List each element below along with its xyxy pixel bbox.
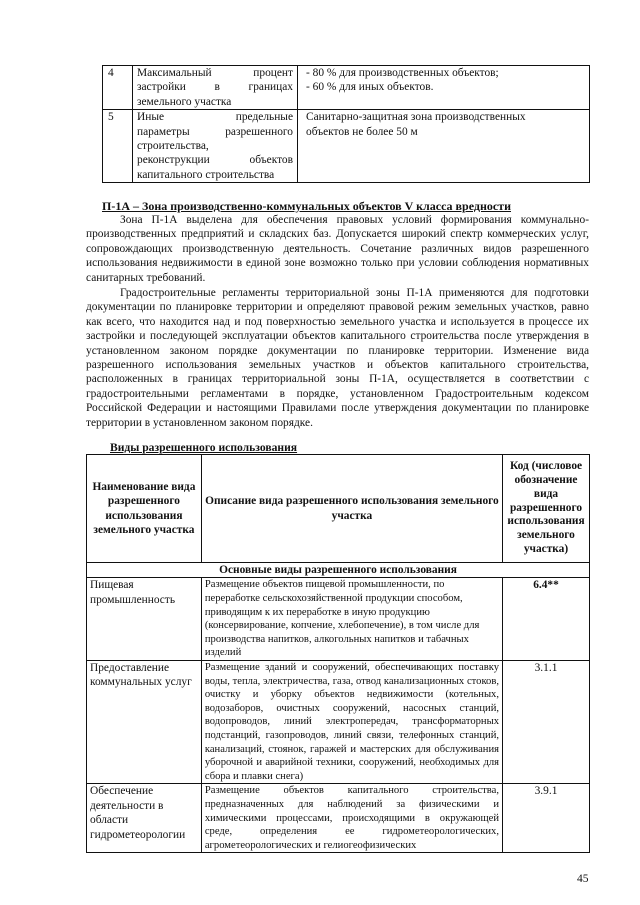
header-description: Описание вида разрешенного использования земельного участка: [201, 455, 502, 563]
parameter-value: Санитарно-защитная зона производственных объектов не более 50 м: [298, 110, 590, 183]
table-row: [87, 660, 590, 783]
permitted-uses-subheading: Виды разрешенного использования: [110, 441, 298, 454]
use-code: 6.4**: [503, 578, 590, 661]
table-row: [87, 578, 590, 661]
paragraph-zone-description: Зона П-1А выделена для обеспечения правовых условий формирования коммунально-производственных предприятий и складских баз. Допускается широкий спектр коммерческих услуг, сопровождающих производственную деятельность. Сочетание различных видов разрешенного использования недвижимости в единой зоне возможно только при условии соблюдения нормативных санитарных требований.: [86, 214, 589, 284]
row-number: 4: [103, 66, 133, 110]
table-row: [103, 66, 590, 110]
use-description: Размещение объектов пищевой промышленности, по переработке сельскохозяйственной продукции способом, приводящим к их переработке в иную продукцию (консервирование, копчение, хлебопечение), в том числе для производства напитков, алкогольных напитков и табачных изделий: [201, 578, 502, 661]
parameter-name: Максимальный процент застройки в границах земельного участка: [133, 66, 298, 110]
section-row: [87, 563, 590, 578]
table-row: [103, 110, 590, 183]
use-description: Размещение зданий и сооружений, обеспечивающих поставку воды, тепла, электричества, газа, отвод канализационных стоков, очистку и уборку объектов недвижимости (котельных, водозаборов, очистных сооружений, насосных станций, водопроводов, линий электропередач, трансформаторных подстанций, газопроводов, линий связи, телефонных станций, канализаций, стоянок, гаражей и мастерских для обслуживания уборочной и аварийной техники, сооружений, необходимых для сбора и плавки снега): [201, 660, 502, 783]
row-number: 5: [103, 110, 133, 183]
zone-heading: П-1А – Зона производственно-коммунальных объектов V класса вредности: [102, 199, 511, 213]
parameter-name: Иные предельные параметры разрешенного строительства, реконструкции объектов капитального строительства: [133, 110, 298, 183]
page-number: 45: [577, 873, 589, 885]
permitted-uses-table: [86, 454, 590, 853]
parameter-value: - 80 % для производственных объектов; - 60 % для иных объектов.: [298, 66, 590, 110]
use-name: Предоставление коммунальных услуг: [87, 660, 202, 783]
use-name: Пищевая промышленность: [87, 578, 202, 661]
use-name: Обеспечение деятельности в области гидрометеорологии: [87, 784, 202, 853]
paragraph-regulations: Градостроительные регламенты территориальной зоны П-1А применяются для подготовки документации по планировке территории и определяют правовой режим земельных участков, равно как всего, что находится над и под поверхностью земельного участка и используется в процессе их застройки и последующей эксплуатации объектов капитального строительства после утверждения в установленном законом порядке документации по планировке территории. Изменение вида разрешенного использования земельных участков и объектов капитального строительства, расположенных в границах территориальной зоны П-1А, осуществляется в соответствии с градостроительными регламентами в порядке, установленном Градостроительным кодексом Российской Федерации и настоящими Правилами после утверждения документации по планировке территории в установленном законом порядке.: [86, 287, 589, 429]
parameters-table: [102, 65, 590, 183]
use-description: Размещение объектов капитального строительства, предназначенных для наблюдений за физическими и химическими процессами, происходящими в окружающей среде, определения ее гидрометеорологических, агрометеорологических и гелиогеофизических: [201, 784, 502, 853]
section-title: Основные виды разрешенного использования: [87, 563, 590, 578]
use-code: 3.1.1: [503, 660, 590, 783]
header-code: Код (числовое обозначение вида разрешенного использования земельного участка): [503, 455, 590, 563]
table-row: [87, 784, 590, 853]
header-name: Наименование вида разрешенного использования земельного участка: [87, 455, 202, 563]
use-code: 3.9.1: [503, 784, 590, 853]
table-header-row: [87, 455, 590, 563]
